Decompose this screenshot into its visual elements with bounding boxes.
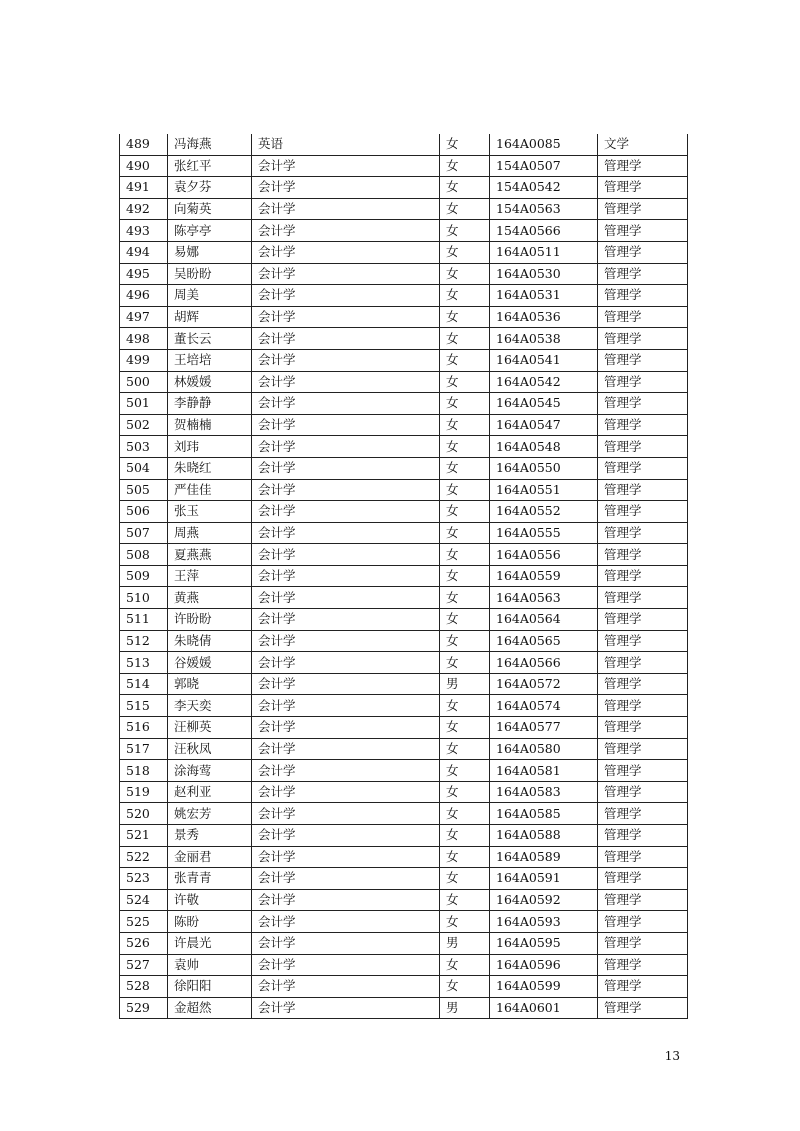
gender-cell: 女 [440, 501, 490, 523]
table-row [120, 436, 688, 458]
student-id-cell: 164A0085 [490, 134, 598, 155]
student-name-cell: 袁帅 [168, 954, 252, 976]
table-row [120, 803, 688, 825]
major-cell: 会计学 [252, 652, 440, 674]
discipline-cell: 管理学 [598, 997, 688, 1019]
major-cell: 会计学 [252, 263, 440, 285]
table-row [120, 587, 688, 609]
gender-cell: 女 [440, 457, 490, 479]
table-row [120, 241, 688, 263]
row-index-cell: 511 [120, 609, 168, 631]
gender-cell: 男 [440, 932, 490, 954]
major-cell: 会计学 [252, 738, 440, 760]
table-row [120, 306, 688, 328]
roster-body [120, 134, 688, 1019]
student-id-cell: 164A0589 [490, 846, 598, 868]
major-cell: 会计学 [252, 997, 440, 1019]
gender-cell: 女 [440, 760, 490, 782]
table-row [120, 393, 688, 415]
student-id-cell: 164A0591 [490, 868, 598, 890]
table-row [120, 932, 688, 954]
gender-cell: 女 [440, 220, 490, 242]
student-id-cell: 164A0577 [490, 717, 598, 739]
student-id-cell: 164A0574 [490, 695, 598, 717]
gender-cell: 男 [440, 673, 490, 695]
major-cell: 会计学 [252, 695, 440, 717]
student-id-cell: 164A0531 [490, 285, 598, 307]
table-row [120, 825, 688, 847]
row-index-cell: 513 [120, 652, 168, 674]
table-row [120, 414, 688, 436]
student-name-cell: 金丽君 [168, 846, 252, 868]
row-index-cell: 509 [120, 565, 168, 587]
table-row [120, 501, 688, 523]
major-cell: 会计学 [252, 306, 440, 328]
major-cell: 会计学 [252, 177, 440, 199]
row-index-cell: 499 [120, 349, 168, 371]
row-index-cell: 528 [120, 976, 168, 998]
table-row [120, 457, 688, 479]
student-name-cell: 景秀 [168, 825, 252, 847]
student-name-cell: 周燕 [168, 522, 252, 544]
major-cell: 会计学 [252, 501, 440, 523]
student-id-cell: 164A0552 [490, 501, 598, 523]
row-index-cell: 508 [120, 544, 168, 566]
student-name-cell: 涂海莺 [168, 760, 252, 782]
gender-cell: 女 [440, 846, 490, 868]
student-id-cell: 164A0599 [490, 976, 598, 998]
discipline-cell: 管理学 [598, 889, 688, 911]
gender-cell: 女 [440, 285, 490, 307]
discipline-cell: 管理学 [598, 652, 688, 674]
page-number: 13 [664, 1049, 680, 1063]
student-name-cell: 朱晓红 [168, 457, 252, 479]
gender-cell: 女 [440, 349, 490, 371]
table-row [120, 479, 688, 501]
student-name-cell: 赵利亚 [168, 781, 252, 803]
major-cell: 会计学 [252, 587, 440, 609]
discipline-cell: 管理学 [598, 760, 688, 782]
student-id-cell: 164A0601 [490, 997, 598, 1019]
discipline-cell: 管理学 [598, 825, 688, 847]
student-id-cell: 154A0563 [490, 198, 598, 220]
gender-cell: 女 [440, 198, 490, 220]
discipline-cell: 管理学 [598, 436, 688, 458]
student-name-cell: 袁夕芬 [168, 177, 252, 199]
table-row [120, 155, 688, 177]
major-cell: 会计学 [252, 457, 440, 479]
student-id-cell: 164A0551 [490, 479, 598, 501]
student-name-cell: 陈亭亭 [168, 220, 252, 242]
discipline-cell: 管理学 [598, 349, 688, 371]
row-index-cell: 517 [120, 738, 168, 760]
student-name-cell: 张玉 [168, 501, 252, 523]
table-row [120, 846, 688, 868]
major-cell: 会计学 [252, 220, 440, 242]
major-cell: 会计学 [252, 544, 440, 566]
table-row [120, 220, 688, 242]
discipline-cell: 管理学 [598, 393, 688, 415]
student-id-cell: 164A0564 [490, 609, 598, 631]
table-row [120, 328, 688, 350]
gender-cell: 女 [440, 825, 490, 847]
major-cell: 会计学 [252, 349, 440, 371]
table-row [120, 134, 688, 155]
discipline-cell: 管理学 [598, 328, 688, 350]
student-id-cell: 164A0566 [490, 652, 598, 674]
student-id-cell: 164A0547 [490, 414, 598, 436]
gender-cell: 女 [440, 393, 490, 415]
gender-cell: 女 [440, 522, 490, 544]
student-id-cell: 154A0507 [490, 155, 598, 177]
student-id-cell: 164A0572 [490, 673, 598, 695]
student-name-cell: 徐阳阳 [168, 976, 252, 998]
student-id-cell: 164A0541 [490, 349, 598, 371]
major-cell: 会计学 [252, 954, 440, 976]
major-cell: 会计学 [252, 825, 440, 847]
table-row [120, 285, 688, 307]
student-name-cell: 王培培 [168, 349, 252, 371]
student-id-cell: 164A0583 [490, 781, 598, 803]
discipline-cell: 管理学 [598, 781, 688, 803]
row-index-cell: 516 [120, 717, 168, 739]
student-name-cell: 许盼盼 [168, 609, 252, 631]
gender-cell: 女 [440, 976, 490, 998]
major-cell: 会计学 [252, 522, 440, 544]
student-name-cell: 朱晓倩 [168, 630, 252, 652]
table-row [120, 522, 688, 544]
gender-cell: 女 [440, 241, 490, 263]
row-index-cell: 529 [120, 997, 168, 1019]
student-id-cell: 164A0555 [490, 522, 598, 544]
student-name-cell: 汪柳英 [168, 717, 252, 739]
discipline-cell: 管理学 [598, 220, 688, 242]
major-cell: 会计学 [252, 285, 440, 307]
student-name-cell: 冯海燕 [168, 134, 252, 155]
major-cell: 会计学 [252, 414, 440, 436]
major-cell: 会计学 [252, 565, 440, 587]
discipline-cell: 管理学 [598, 263, 688, 285]
gender-cell: 女 [440, 889, 490, 911]
discipline-cell: 管理学 [598, 976, 688, 998]
student-id-cell: 164A0542 [490, 371, 598, 393]
major-cell: 会计学 [252, 846, 440, 868]
student-id-cell: 164A0592 [490, 889, 598, 911]
student-name-cell: 刘玮 [168, 436, 252, 458]
student-name-cell: 黄燕 [168, 587, 252, 609]
student-id-cell: 164A0545 [490, 393, 598, 415]
student-roster-table [119, 134, 688, 1019]
discipline-cell: 管理学 [598, 803, 688, 825]
discipline-cell: 管理学 [598, 414, 688, 436]
discipline-cell: 管理学 [598, 932, 688, 954]
row-index-cell: 506 [120, 501, 168, 523]
row-index-cell: 501 [120, 393, 168, 415]
gender-cell: 女 [440, 954, 490, 976]
discipline-cell: 管理学 [598, 954, 688, 976]
discipline-cell: 管理学 [598, 371, 688, 393]
student-name-cell: 谷媛媛 [168, 652, 252, 674]
student-id-cell: 154A0542 [490, 177, 598, 199]
table-row [120, 349, 688, 371]
gender-cell: 女 [440, 781, 490, 803]
student-id-cell: 164A0511 [490, 241, 598, 263]
table-row [120, 565, 688, 587]
gender-cell: 女 [440, 587, 490, 609]
student-name-cell: 胡辉 [168, 306, 252, 328]
gender-cell: 女 [440, 155, 490, 177]
major-cell: 会计学 [252, 436, 440, 458]
student-name-cell: 郭晓 [168, 673, 252, 695]
row-index-cell: 493 [120, 220, 168, 242]
row-index-cell: 526 [120, 932, 168, 954]
student-id-cell: 164A0596 [490, 954, 598, 976]
student-name-cell: 严佳佳 [168, 479, 252, 501]
row-index-cell: 491 [120, 177, 168, 199]
student-name-cell: 吴盼盼 [168, 263, 252, 285]
student-id-cell: 164A0581 [490, 760, 598, 782]
major-cell: 会计学 [252, 393, 440, 415]
major-cell: 会计学 [252, 673, 440, 695]
row-index-cell: 504 [120, 457, 168, 479]
discipline-cell: 管理学 [598, 501, 688, 523]
row-index-cell: 492 [120, 198, 168, 220]
row-index-cell: 496 [120, 285, 168, 307]
student-id-cell: 164A0538 [490, 328, 598, 350]
discipline-cell: 管理学 [598, 306, 688, 328]
student-id-cell: 164A0563 [490, 587, 598, 609]
gender-cell: 女 [440, 565, 490, 587]
gender-cell: 女 [440, 328, 490, 350]
major-cell: 会计学 [252, 717, 440, 739]
table-row [120, 976, 688, 998]
student-id-cell: 164A0550 [490, 457, 598, 479]
table-row [120, 997, 688, 1019]
gender-cell: 女 [440, 414, 490, 436]
row-index-cell: 507 [120, 522, 168, 544]
row-index-cell: 510 [120, 587, 168, 609]
major-cell: 会计学 [252, 976, 440, 998]
gender-cell: 女 [440, 695, 490, 717]
student-id-cell: 154A0566 [490, 220, 598, 242]
table-row [120, 609, 688, 631]
student-name-cell: 周美 [168, 285, 252, 307]
student-name-cell: 夏燕燕 [168, 544, 252, 566]
gender-cell: 女 [440, 803, 490, 825]
major-cell: 会计学 [252, 479, 440, 501]
discipline-cell: 管理学 [598, 868, 688, 890]
gender-cell: 女 [440, 717, 490, 739]
student-id-cell: 164A0585 [490, 803, 598, 825]
discipline-cell: 管理学 [598, 522, 688, 544]
major-cell: 会计学 [252, 932, 440, 954]
gender-cell: 女 [440, 911, 490, 933]
table-row [120, 911, 688, 933]
student-id-cell: 164A0565 [490, 630, 598, 652]
table-row [120, 263, 688, 285]
table-row [120, 717, 688, 739]
discipline-cell: 文学 [598, 134, 688, 155]
discipline-cell: 管理学 [598, 241, 688, 263]
major-cell: 会计学 [252, 760, 440, 782]
row-index-cell: 505 [120, 479, 168, 501]
table-row [120, 177, 688, 199]
row-index-cell: 490 [120, 155, 168, 177]
major-cell: 会计学 [252, 155, 440, 177]
row-index-cell: 503 [120, 436, 168, 458]
student-id-cell: 164A0559 [490, 565, 598, 587]
discipline-cell: 管理学 [598, 565, 688, 587]
student-name-cell: 许敬 [168, 889, 252, 911]
major-cell: 会计学 [252, 630, 440, 652]
student-id-cell: 164A0595 [490, 932, 598, 954]
discipline-cell: 管理学 [598, 587, 688, 609]
gender-cell: 女 [440, 436, 490, 458]
major-cell: 会计学 [252, 781, 440, 803]
major-cell: 英语 [252, 134, 440, 155]
gender-cell: 女 [440, 544, 490, 566]
table-row [120, 781, 688, 803]
student-id-cell: 164A0536 [490, 306, 598, 328]
table-row [120, 738, 688, 760]
gender-cell: 女 [440, 868, 490, 890]
discipline-cell: 管理学 [598, 846, 688, 868]
student-name-cell: 陈盼 [168, 911, 252, 933]
student-name-cell: 贺楠楠 [168, 414, 252, 436]
row-index-cell: 527 [120, 954, 168, 976]
row-index-cell: 514 [120, 673, 168, 695]
discipline-cell: 管理学 [598, 155, 688, 177]
table-row [120, 695, 688, 717]
table-row [120, 889, 688, 911]
row-index-cell: 518 [120, 760, 168, 782]
student-id-cell: 164A0580 [490, 738, 598, 760]
gender-cell: 女 [440, 371, 490, 393]
row-index-cell: 515 [120, 695, 168, 717]
student-name-cell: 张红平 [168, 155, 252, 177]
major-cell: 会计学 [252, 889, 440, 911]
table-row [120, 760, 688, 782]
student-name-cell: 向菊英 [168, 198, 252, 220]
table-row [120, 198, 688, 220]
major-cell: 会计学 [252, 241, 440, 263]
table-row [120, 652, 688, 674]
discipline-cell: 管理学 [598, 457, 688, 479]
student-name-cell: 姚宏芳 [168, 803, 252, 825]
gender-cell: 男 [440, 997, 490, 1019]
table-row [120, 868, 688, 890]
row-index-cell: 494 [120, 241, 168, 263]
gender-cell: 女 [440, 630, 490, 652]
major-cell: 会计学 [252, 609, 440, 631]
gender-cell: 女 [440, 609, 490, 631]
table-row [120, 673, 688, 695]
student-id-cell: 164A0593 [490, 911, 598, 933]
row-index-cell: 523 [120, 868, 168, 890]
row-index-cell: 524 [120, 889, 168, 911]
gender-cell: 女 [440, 738, 490, 760]
student-name-cell: 许晨光 [168, 932, 252, 954]
discipline-cell: 管理学 [598, 911, 688, 933]
discipline-cell: 管理学 [598, 717, 688, 739]
discipline-cell: 管理学 [598, 285, 688, 307]
student-name-cell: 汪秋凤 [168, 738, 252, 760]
gender-cell: 女 [440, 134, 490, 155]
row-index-cell: 512 [120, 630, 168, 652]
discipline-cell: 管理学 [598, 177, 688, 199]
row-index-cell: 500 [120, 371, 168, 393]
row-index-cell: 502 [120, 414, 168, 436]
discipline-cell: 管理学 [598, 738, 688, 760]
major-cell: 会计学 [252, 911, 440, 933]
major-cell: 会计学 [252, 198, 440, 220]
student-id-cell: 164A0530 [490, 263, 598, 285]
discipline-cell: 管理学 [598, 673, 688, 695]
major-cell: 会计学 [252, 803, 440, 825]
gender-cell: 女 [440, 306, 490, 328]
major-cell: 会计学 [252, 868, 440, 890]
gender-cell: 女 [440, 177, 490, 199]
discipline-cell: 管理学 [598, 198, 688, 220]
table-row [120, 954, 688, 976]
row-index-cell: 489 [120, 134, 168, 155]
row-index-cell: 498 [120, 328, 168, 350]
row-index-cell: 495 [120, 263, 168, 285]
row-index-cell: 519 [120, 781, 168, 803]
student-name-cell: 金超然 [168, 997, 252, 1019]
table-row [120, 371, 688, 393]
row-index-cell: 522 [120, 846, 168, 868]
discipline-cell: 管理学 [598, 695, 688, 717]
discipline-cell: 管理学 [598, 609, 688, 631]
student-name-cell: 林媛媛 [168, 371, 252, 393]
student-name-cell: 李天奕 [168, 695, 252, 717]
student-id-cell: 164A0556 [490, 544, 598, 566]
discipline-cell: 管理学 [598, 630, 688, 652]
student-id-cell: 164A0548 [490, 436, 598, 458]
student-name-cell: 张青青 [168, 868, 252, 890]
discipline-cell: 管理学 [598, 544, 688, 566]
student-name-cell: 易娜 [168, 241, 252, 263]
row-index-cell: 525 [120, 911, 168, 933]
row-index-cell: 520 [120, 803, 168, 825]
major-cell: 会计学 [252, 328, 440, 350]
gender-cell: 女 [440, 479, 490, 501]
gender-cell: 女 [440, 263, 490, 285]
gender-cell: 女 [440, 652, 490, 674]
major-cell: 会计学 [252, 371, 440, 393]
student-id-cell: 164A0588 [490, 825, 598, 847]
table-row [120, 630, 688, 652]
discipline-cell: 管理学 [598, 479, 688, 501]
student-name-cell: 董长云 [168, 328, 252, 350]
table-row [120, 544, 688, 566]
student-name-cell: 李静静 [168, 393, 252, 415]
row-index-cell: 497 [120, 306, 168, 328]
student-name-cell: 王萍 [168, 565, 252, 587]
row-index-cell: 521 [120, 825, 168, 847]
